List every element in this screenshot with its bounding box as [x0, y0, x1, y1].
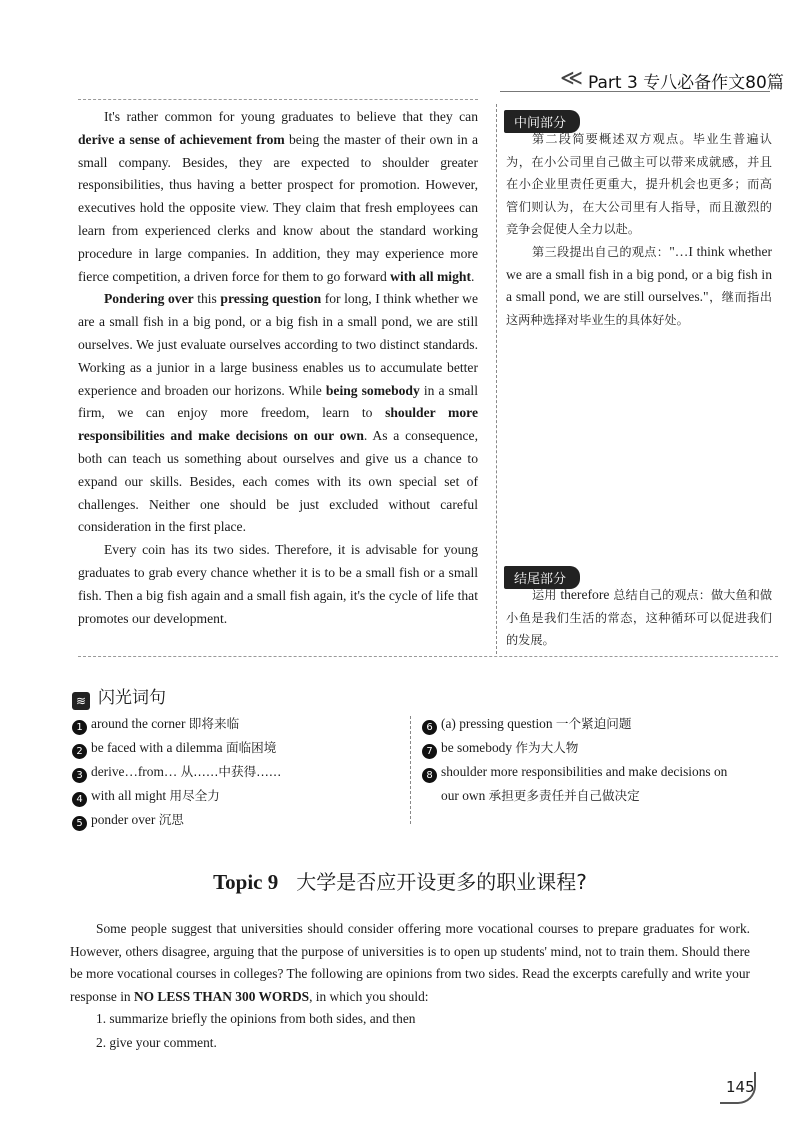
note-text: 总结自己的观点：做大鱼和做小鱼是我们生活的常态，这种循环可以促进我们的发展。 [506, 588, 773, 648]
topic-text: , in which you should: [309, 988, 429, 1004]
phrase-item [72, 784, 402, 808]
essay-text: being the master of their own in a small company. Besides, they are expected to shoulder greater responsibilities, thus having a better prospect for promotion. However, executives hold the opposite view. They claim that fresh employees can learn from experienced clerks and know about the standard working procedure in large companies. In addition, they may experience more fierce competition, a driven force for them to go forward [78, 131, 478, 284]
essay-body [78, 106, 478, 630]
phrase-zh: 即将来临 [188, 716, 240, 731]
phrases-list-left [72, 712, 402, 832]
bookmark-icon: ≋ [72, 692, 90, 710]
topic-text: Some people suggest that universities should consider offering more vocational courses to prepare graduates for work. However, others disagree, arguing that the purpose of universities is to open up students' mind, not to train them. Should there be more vocational courses in colleges? The following are opinions from two sides. Read the excerpts carefully and write your response in [70, 921, 750, 1004]
instruction-item: 2. give your comment. [96, 1035, 217, 1050]
phrase-zh: 用尽全力 [169, 788, 220, 803]
number-badge-icon: 8 [422, 768, 437, 783]
essay-paragraph-4: Every coin has its two sides. Therefore, it is advisable for young graduates to grab every chance whether it is to be a small fish or a small fish. Then a big fish again and a small fish again, it's the cycle of life that promotes our development. [78, 542, 478, 626]
header-label: Part 3 专八必备作文80篇 [588, 73, 784, 93]
topic-prompt [70, 918, 750, 1008]
number-badge-icon: 7 [422, 744, 437, 759]
essay-highlight: pressing question [220, 291, 322, 307]
phrase-zh: 一个紧迫问题 [555, 716, 632, 731]
header-ornament-icon: ≪ [560, 66, 584, 91]
number-badge-icon: 3 [72, 768, 87, 783]
essay-top-rule [78, 99, 478, 100]
phrase-item [72, 712, 402, 736]
phrases-divider [410, 716, 411, 824]
essay-paragraph-3 [78, 288, 478, 539]
middle-note-p1: 第二段简要概述双方观点。毕业生普遍认为，在小公司里自己做主可以带来成就感，并且在小企业里责任更重大，提升机会也更多；而高管们则认为，在大公司里有人指导，而且激烈的竞争会促使人全力以赴。 [506, 132, 772, 237]
phrase-en: our own [441, 788, 489, 803]
phrases-list-right [422, 712, 782, 808]
middle-note-p2 [506, 241, 772, 331]
end-section-tag: 结尾部分 [504, 566, 580, 589]
number-badge-icon: 5 [72, 816, 87, 831]
note-text: 运用 [532, 588, 561, 602]
phrase-en: (a) pressing question [441, 716, 556, 731]
word-limit: NO LESS THAN 300 WORDS [133, 988, 310, 1004]
essay-highlight: Pondering over [104, 291, 194, 307]
phrases-section-title [72, 683, 166, 710]
phrase-en: be somebody [441, 740, 516, 755]
phrases-title-text: 闪光词句 [98, 688, 166, 708]
middle-section-tag: 中间部分 [504, 110, 580, 133]
phrase-en: around the corner [91, 716, 189, 731]
phrase-zh: 承担更多责任并自己做决定 [488, 788, 640, 803]
phrase-en: be faced with a dilemma [91, 740, 226, 755]
instruction-item: 1. summarize briefly the opinions from both sides, and then [96, 1011, 416, 1026]
number-badge-icon: 4 [72, 792, 87, 807]
phrase-en: with all might [91, 788, 170, 803]
middle-section-note [506, 128, 772, 331]
note-quote: "…I think whether we are a small fish in a big pond, or a big fish in a small pond, we are still ourselves." [506, 243, 773, 305]
essay-text: this [193, 291, 221, 307]
end-section-note [506, 584, 772, 652]
topic-heading [0, 866, 800, 895]
page-number [716, 1072, 756, 1104]
topic-title-zh: 大学是否应开设更多的职业课程? [296, 870, 587, 894]
number-badge-icon: 1 [72, 720, 87, 735]
phrase-en: ponder over [91, 812, 159, 827]
end-note-p1 [506, 584, 772, 652]
essay-text: . As a consequence, both can teach us something about ourselves and give us a chance to expand our skills. Besides, each comes with its own special set of challenges. Neither one should be just excluded without careful consideration in the first place. [78, 428, 478, 535]
essay-bottom-rule [78, 656, 778, 657]
phrase-en: shoulder more responsibilities and make decisions on [441, 764, 728, 779]
number-badge-icon: 2 [72, 744, 87, 759]
phrase-zh: 作为大人物 [515, 740, 579, 755]
topic-label: Topic 9 [213, 870, 279, 894]
essay-text: for long, I think whether we are a small fish in a big pond, or a big fish in a small pond, we are still ourselves. We just evaluate ourselves according to two distinct standards. Working as a junior in a large business enables us to accumulate better experience and broaden our horizons. While [78, 291, 478, 398]
phrase-item [72, 808, 402, 832]
essay-text: . [470, 268, 475, 284]
essay-paragraph-2 [78, 106, 478, 288]
phrase-zh: 从……中获得…… [180, 764, 282, 779]
phrase-item [422, 736, 782, 760]
number-badge-icon: 6 [422, 720, 437, 735]
essay-highlight: being somebody [325, 382, 420, 398]
essay-highlight: derive a sense of achievement from [78, 131, 285, 147]
essay-highlight: with all might [390, 268, 471, 284]
phrase-item [422, 760, 782, 784]
essay-text: in a small firm, we can enjoy more freedom, learn to [78, 382, 478, 421]
topic-intro [70, 918, 750, 1008]
essay-text: It's rather common for young graduates to believe that they can [104, 109, 478, 124]
phrase-item [72, 736, 402, 760]
phrase-zh: 沉思 [158, 812, 184, 827]
phrase-en: derive…from… [91, 764, 181, 779]
essay-highlight: shoulder more responsibilities and make decisions on our own [78, 405, 478, 444]
running-header [560, 66, 784, 93]
note-text: ，继而指出这两种选择对毕业生的具体好处。 [506, 290, 773, 327]
phrase-zh: 面临困境 [225, 740, 277, 755]
note-text: 第三段提出自己的观点： [532, 244, 670, 259]
note-keyword: therefore [560, 587, 610, 602]
phrase-item [72, 760, 402, 784]
phrase-item-continuation [422, 784, 782, 808]
topic-instructions [96, 1007, 415, 1055]
phrase-item [422, 712, 782, 736]
page-number-text: 145 [726, 1078, 755, 1096]
header-rule [500, 91, 770, 92]
column-divider [496, 104, 497, 654]
